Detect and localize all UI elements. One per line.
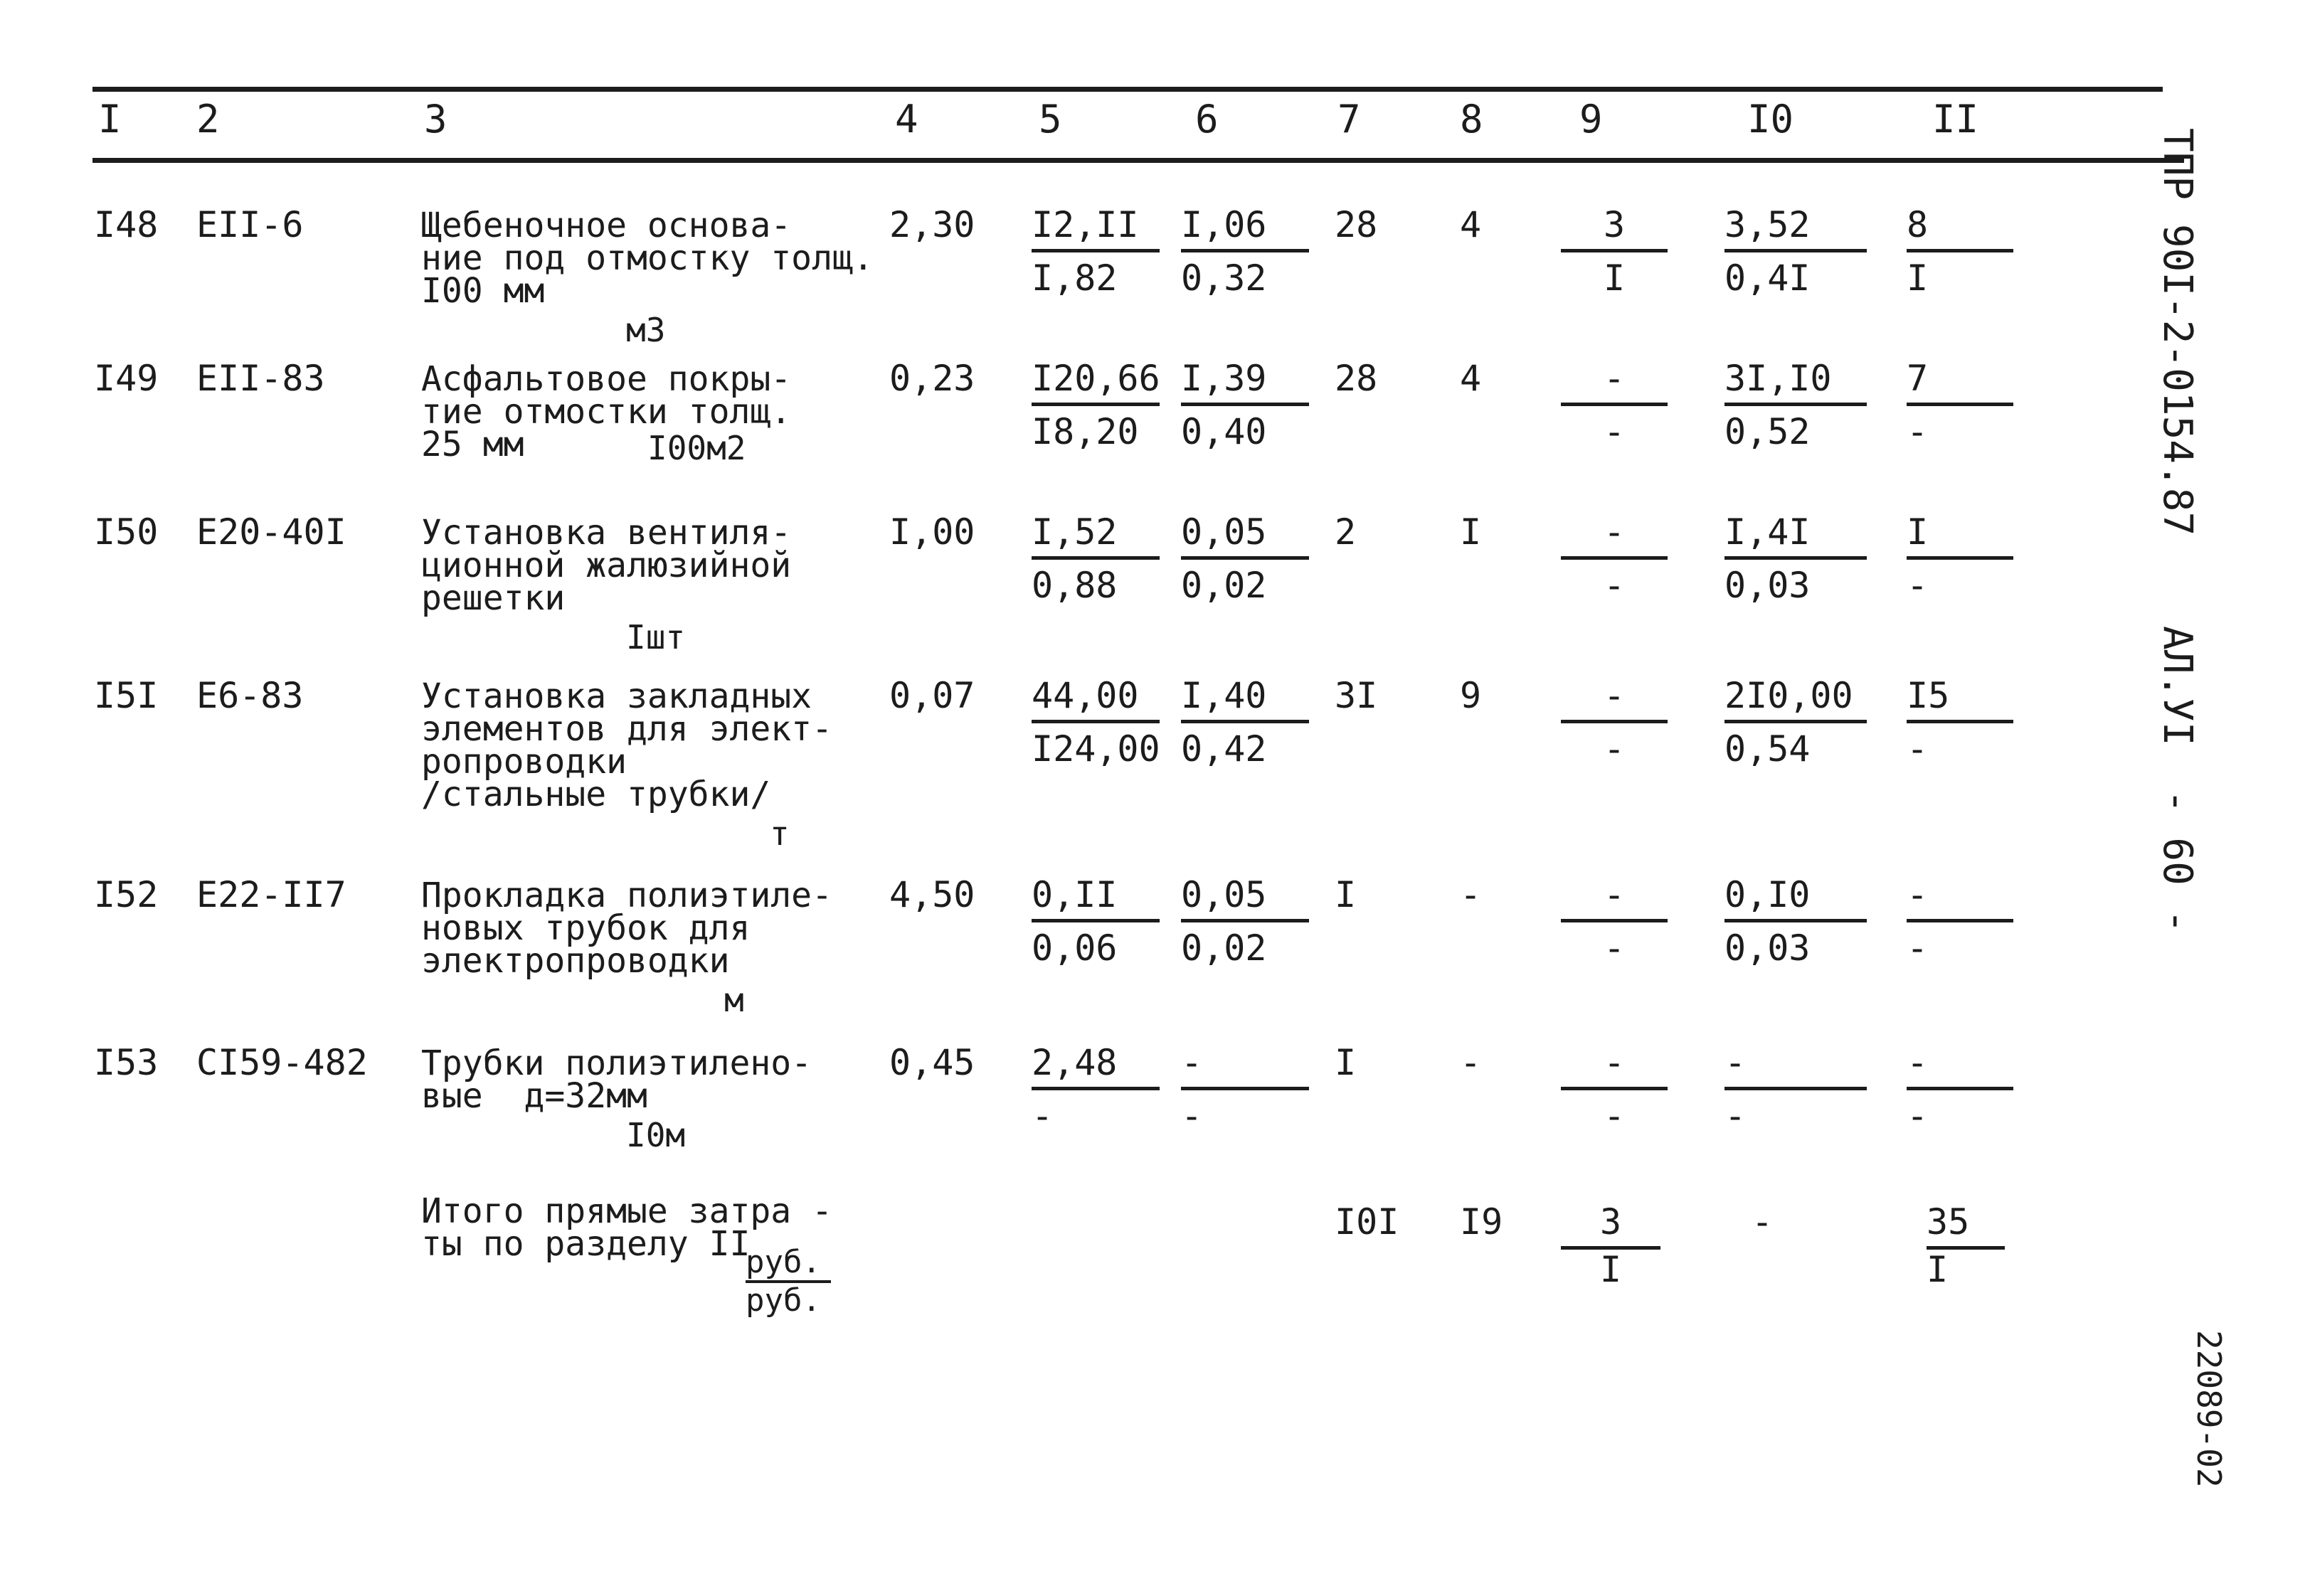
- row-c10-denominator: 0,03: [1724, 565, 1811, 606]
- col-header-11: II: [1932, 97, 1979, 142]
- row-c10-denominator: 0,52: [1724, 411, 1811, 452]
- row-c9-denominator: -: [1603, 927, 1626, 969]
- row-c10-numerator: 3,52: [1724, 205, 1867, 252]
- row-code: E20-40I: [196, 511, 346, 553]
- row-c5-numerator: 44,00: [1032, 676, 1160, 723]
- row-quantity: 0,07: [889, 675, 975, 716]
- row-c9-denominator: I: [1603, 257, 1626, 299]
- row-quantity: 0,45: [889, 1042, 975, 1083]
- top-rule: [92, 87, 2163, 92]
- row-c5-fraction: [1032, 358, 1160, 452]
- row-c10-denominator: 0,03: [1724, 927, 1811, 969]
- row-number: I50: [94, 511, 159, 553]
- document-code: ТПР 90I-2-0154.87: [2154, 128, 2200, 536]
- row-c11-fraction: [1907, 676, 2013, 769]
- row-c6-fraction: [1181, 875, 1309, 968]
- row-c5-denominator: 0,88: [1032, 565, 1118, 606]
- row-c6-denominator: 0,02: [1181, 565, 1267, 606]
- row-c9-numerator: -: [1561, 358, 1668, 406]
- album-number: АЛ.УI: [2154, 626, 2200, 746]
- row-c10-numerator: I,4I: [1724, 512, 1867, 560]
- row-c5-fraction: [1032, 205, 1160, 298]
- row-number: I53: [94, 1042, 159, 1083]
- row-code: E22-II7: [196, 874, 346, 915]
- row-c11-fraction: [1907, 512, 2013, 605]
- row-c11-numerator: 8: [1907, 205, 2013, 252]
- row-col7: 28: [1335, 204, 1378, 245]
- row-c5-fraction: [1032, 676, 1160, 769]
- row-c6-fraction: [1181, 1043, 1309, 1136]
- col-header-6: 6: [1195, 97, 1219, 142]
- row-code: EII-6: [196, 204, 304, 245]
- row-c10-fraction: [1724, 205, 1867, 298]
- row-quantity: 2,30: [889, 204, 975, 245]
- row-c6-numerator: 0,05: [1181, 875, 1309, 922]
- row-code: EII-83: [196, 358, 325, 399]
- row-unit: м: [724, 981, 744, 1019]
- row-c10-numerator: 3I,I0: [1724, 358, 1867, 406]
- row-c10-denominator: 0,4I: [1724, 257, 1811, 299]
- row-number: I52: [94, 874, 159, 915]
- row-c9-numerator: 3: [1561, 205, 1668, 252]
- row-col7: 3I: [1335, 675, 1378, 716]
- total-col9-denominator: I: [1599, 1249, 1622, 1290]
- col-header-8: 8: [1460, 97, 1483, 142]
- row-c11-fraction: [1907, 875, 2013, 968]
- row-unit: м3: [626, 311, 666, 349]
- row-c6-denominator: 0,40: [1181, 411, 1267, 452]
- row-c9-denominator: -: [1603, 728, 1626, 770]
- row-c10-fraction: [1724, 358, 1867, 452]
- row-col8: 4: [1460, 204, 1482, 245]
- col-header-10: I0: [1747, 97, 1794, 142]
- row-c11-denominator: -: [1907, 728, 1929, 770]
- row-c10-fraction: [1724, 875, 1867, 968]
- row-c9-numerator: -: [1561, 1043, 1668, 1090]
- row-c10-numerator: -: [1724, 1043, 1867, 1090]
- col-header-7: 7: [1337, 97, 1361, 142]
- total-col11: [1927, 1202, 2005, 1289]
- row-quantity: 0,23: [889, 358, 975, 399]
- row-c5-denominator: I,82: [1032, 257, 1118, 299]
- row-description: Прокладка полиэтиле- новых трубок для электропроводки: [421, 876, 832, 981]
- row-col8: -: [1460, 874, 1482, 915]
- row-c5-denominator: -: [1032, 1095, 1054, 1137]
- row-c9-fraction: [1561, 1043, 1668, 1136]
- row-code: CI59-482: [196, 1042, 368, 1083]
- row-c9-denominator: -: [1603, 411, 1626, 452]
- total-col9-numerator: 3: [1561, 1202, 1660, 1250]
- total-col8: I9: [1460, 1201, 1503, 1243]
- row-unit: I00м2: [647, 429, 746, 467]
- row-c5-fraction: [1032, 512, 1160, 605]
- row-c5-numerator: I2,II: [1032, 205, 1160, 252]
- row-col8: -: [1460, 1042, 1482, 1083]
- row-description: Щебеночное основа- ние под отмостку толщ. I00 мм: [421, 206, 874, 311]
- row-c9-denominator: -: [1603, 565, 1626, 606]
- row-c11-numerator: -: [1907, 875, 2013, 922]
- row-c11-numerator: I5: [1907, 676, 2013, 723]
- row-c5-numerator: 0,II: [1032, 875, 1160, 922]
- row-c9-numerator: -: [1561, 875, 1668, 922]
- row-c11-denominator: -: [1907, 411, 1929, 452]
- total-unit: [746, 1245, 831, 1319]
- total-col11-denominator: I: [1927, 1249, 1949, 1290]
- row-unit: I0м: [626, 1116, 686, 1154]
- total-unit-denominator: руб.: [746, 1282, 821, 1319]
- row-c11-denominator: I: [1907, 257, 1929, 299]
- total-col7: I0I: [1335, 1201, 1399, 1243]
- row-c6-denominator: 0,42: [1181, 728, 1267, 770]
- row-c5-numerator: I,52: [1032, 512, 1160, 560]
- row-c11-numerator: 7: [1907, 358, 2013, 406]
- row-c9-fraction: [1561, 875, 1668, 968]
- row-c5-fraction: [1032, 875, 1160, 968]
- col-header-3: 3: [424, 97, 447, 142]
- row-description: Трубки полиэтилено- вые д=32мм: [421, 1043, 812, 1116]
- row-c11-denominator: -: [1907, 565, 1929, 606]
- row-c10-fraction: [1724, 676, 1867, 769]
- row-number: I5I: [94, 675, 159, 716]
- row-c6-fraction: [1181, 358, 1309, 452]
- total-unit-numerator: руб.: [746, 1245, 831, 1283]
- row-description: Установка закладных элементов для элект- ропроводки /стальные трубки/: [421, 676, 832, 814]
- row-c6-fraction: [1181, 205, 1309, 298]
- inventory-stamp: 22089-02: [2190, 1330, 2228, 1488]
- row-c5-numerator: I20,66: [1032, 358, 1160, 406]
- row-c6-numerator: -: [1181, 1043, 1309, 1090]
- row-c6-numerator: I,40: [1181, 676, 1309, 723]
- row-c9-fraction: [1561, 512, 1668, 605]
- row-unit: т: [770, 814, 790, 853]
- total-col10: -: [1752, 1201, 1774, 1243]
- row-c9-numerator: -: [1561, 676, 1668, 723]
- row-quantity: I,00: [889, 511, 975, 553]
- row-c9-fraction: [1561, 358, 1668, 452]
- row-c5-denominator: I8,20: [1032, 411, 1139, 452]
- row-c6-denominator: 0,02: [1181, 927, 1267, 969]
- total-col11-numerator: 35: [1927, 1202, 2005, 1250]
- row-description: Установка вентиля- ционной жалюзийной решетки: [421, 513, 792, 618]
- row-col8: I: [1460, 511, 1482, 553]
- row-c10-fraction: [1724, 512, 1867, 605]
- row-c11-numerator: -: [1907, 1043, 2013, 1090]
- row-c10-denominator: 0,54: [1724, 728, 1811, 770]
- row-c10-numerator: 2I0,00: [1724, 676, 1867, 723]
- row-c9-fraction: [1561, 676, 1668, 769]
- row-description: Асфальтовое покры- тие отмостки толщ. 25 мм: [421, 359, 792, 464]
- row-c9-fraction: [1561, 205, 1668, 298]
- row-col8: 9: [1460, 675, 1482, 716]
- col-header-9: 9: [1579, 97, 1603, 142]
- row-c10-numerator: 0,I0: [1724, 875, 1867, 922]
- row-c10-fraction: [1724, 1043, 1867, 1136]
- col-header-4: 4: [895, 97, 918, 142]
- col-header-1: I: [98, 97, 122, 142]
- row-c11-fraction: [1907, 358, 2013, 452]
- row-c6-fraction: [1181, 676, 1309, 769]
- row-col7: I: [1335, 1042, 1357, 1083]
- row-col7: 2: [1335, 511, 1357, 553]
- total-description: Итого прямые затра - ты по разделу II: [421, 1191, 832, 1264]
- row-c6-fraction: [1181, 512, 1309, 605]
- row-c11-denominator: -: [1907, 1095, 1929, 1137]
- row-c6-denominator: 0,32: [1181, 257, 1267, 299]
- col-header-2: 2: [196, 97, 220, 142]
- row-c10-denominator: -: [1724, 1095, 1747, 1137]
- col-header-5: 5: [1039, 97, 1062, 142]
- total-col9: [1561, 1202, 1660, 1289]
- row-c11-numerator: I: [1907, 512, 2013, 560]
- page-number: - 60 -: [2154, 789, 2200, 934]
- row-number: I48: [94, 204, 159, 245]
- row-c6-denominator: -: [1181, 1095, 1203, 1137]
- row-c9-numerator: -: [1561, 512, 1668, 560]
- row-number: I49: [94, 358, 159, 399]
- row-c5-numerator: 2,48: [1032, 1043, 1160, 1090]
- row-c5-fraction: [1032, 1043, 1160, 1136]
- row-c5-denominator: 0,06: [1032, 927, 1118, 969]
- header-rule: [92, 158, 2184, 163]
- row-c6-numerator: I,06: [1181, 205, 1309, 252]
- row-c11-fraction: [1907, 1043, 2013, 1136]
- row-c11-denominator: -: [1907, 927, 1929, 969]
- row-c11-fraction: [1907, 205, 2013, 298]
- row-unit: Iшт: [626, 618, 686, 656]
- row-col7: I: [1335, 874, 1357, 915]
- row-quantity: 4,50: [889, 874, 975, 915]
- row-c6-numerator: 0,05: [1181, 512, 1309, 560]
- row-c6-numerator: I,39: [1181, 358, 1309, 406]
- row-col7: 28: [1335, 358, 1378, 399]
- row-col8: 4: [1460, 358, 1482, 399]
- row-c5-denominator: I24,00: [1032, 728, 1160, 770]
- row-code: E6-83: [196, 675, 304, 716]
- row-c9-denominator: -: [1603, 1095, 1626, 1137]
